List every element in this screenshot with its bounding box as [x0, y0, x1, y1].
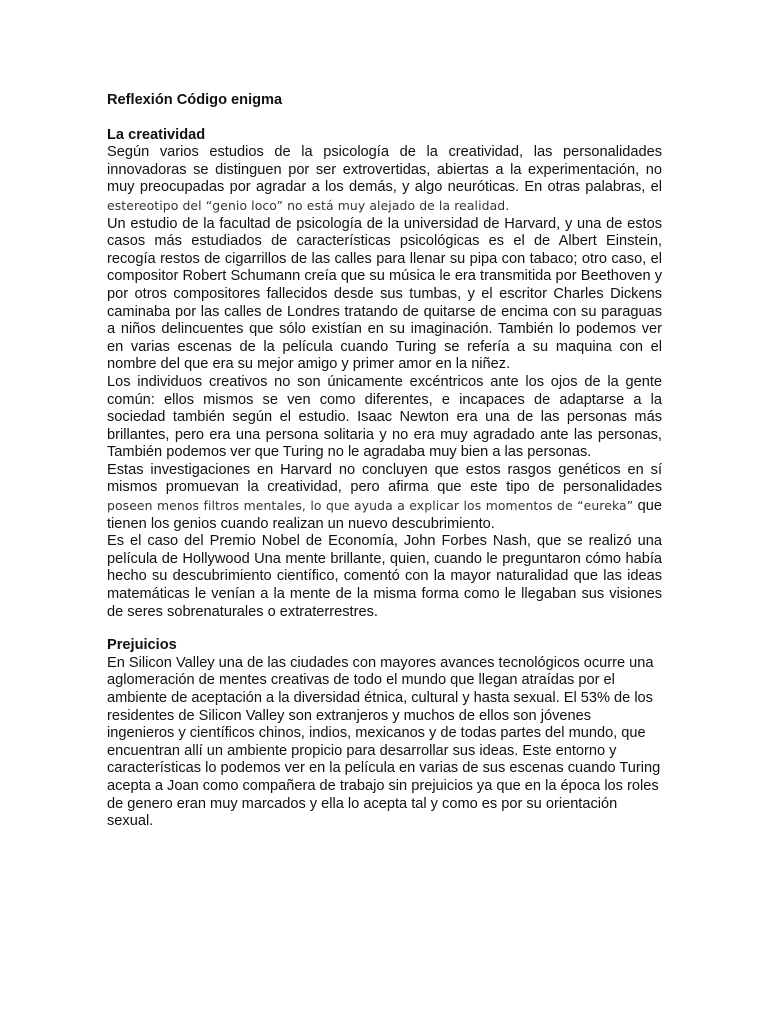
document-title: Reflexión Código enigma: [107, 92, 283, 108]
body-paragraph: [107, 144, 662, 215]
body-paragraph: [107, 216, 662, 374]
document-page: [107, 92, 662, 831]
text-run: poseen menos filtros mentales, lo que ayuda a explicar los momentos de “eureka”: [107, 498, 634, 514]
text-run: En Silicon Valley una de las ciudades con mayores avances tecnológicos ocurre una aglomeración de mentes creativas de todo el mundo que llegan atraídas por el ambiente de aceptación a la diversidad étnica, cultural y hasta sexual. El 53% de los residentes de Silicon Valley son extranjeros y muchos de ellos son jóvenes ingenieros y científicos chinos, indios, mexicanos y de todas partes del mundo, que encuentran allí un ambiente propicio para desarrollar sus ideas. Este entorno y características lo podemos ver en la película en varias de sus escenas cuando Turing acepta a Joan como compañera de trabajo sin prejuicios ya que en la época los roles de genero eran muy marcados y ella lo acepta tal y como es por su orientación sexual.: [107, 654, 661, 830]
body-paragraph: [107, 462, 662, 533]
document-section: [107, 127, 662, 622]
section-heading: Prejuicios: [107, 637, 177, 654]
text-run: Es el caso del Premio Nobel de Economía, John Forbes Nash, que se realizó una película de Hollywood Una mente brillante, quien, cuando le preguntaron cómo había hecho su descubrimiento científico, comentó con la mayor naturalidad que las ideas matemáticas le venían a la mente de la misma forma como le llegaban sus visiones de seres sobrenaturales o extraterrestres.: [107, 533, 662, 620]
body-paragraph: [107, 374, 662, 462]
document-body: [107, 127, 662, 831]
text-run: Estas investigaciones en Harvard no concluyen que estos rasgos genéticos en sí mismos promuevan la creatividad, pero afirma que este tipo de personalidades: [107, 461, 662, 496]
text-run: estereotipo del “genio loco” no está muy alejado de la realidad.: [107, 197, 510, 213]
body-paragraph: [107, 655, 662, 831]
section-heading: La creatividad: [107, 126, 206, 143]
text-run: que tienen los genios cuando realizan un nuevo descubrimiento.: [107, 498, 662, 532]
text-run: Un estudio de la facultad de psicología de la universidad de Harvard, y una de estos casos más estudiados de características psicológicas es el de Albert Einstein, recogía restos de cigarrillos de las calles para llenar su pipa con tabaco; otro caso, el compositor Robert Schumann creía que su música le era transmitida por Beethoven y por otros compositores fallecidos desde sus tumbas, y el escritor Charles Dickens caminaba por las calles de Londres tratando de quitarse de encima con su paraguas a niños delincuentes que sólo existían en su imaginación. También lo podemos ver en varias escenas de la película cuando Turing se refería a su maquina con el nombre del que era su mejor amigo y primer amor en la niñez.: [107, 215, 662, 373]
body-paragraph: [107, 533, 662, 621]
document-section: [107, 637, 662, 831]
text-run: Según varios estudios de la psicología de la creatividad, las personalidades innovadoras se distinguen por ser extrovertidas, abiertas a la experimentación, no muy preocupadas por agradar a los demás, y algo neuróticas. En otras palabras, el: [107, 144, 662, 196]
text-run: Los individuos creativos no son únicamente excéntricos ante los ojos de la gente común: ellos mismos se ven como diferentes, e incapaces de adaptarse a la sociedad también según el estudio. Isaac Newton era una de las personas más brillantes, pero era una persona solitaria y no era muy agradado ante las personas, También podemos ver que Turing no le agradaba muy bien a las personas.: [107, 373, 662, 461]
